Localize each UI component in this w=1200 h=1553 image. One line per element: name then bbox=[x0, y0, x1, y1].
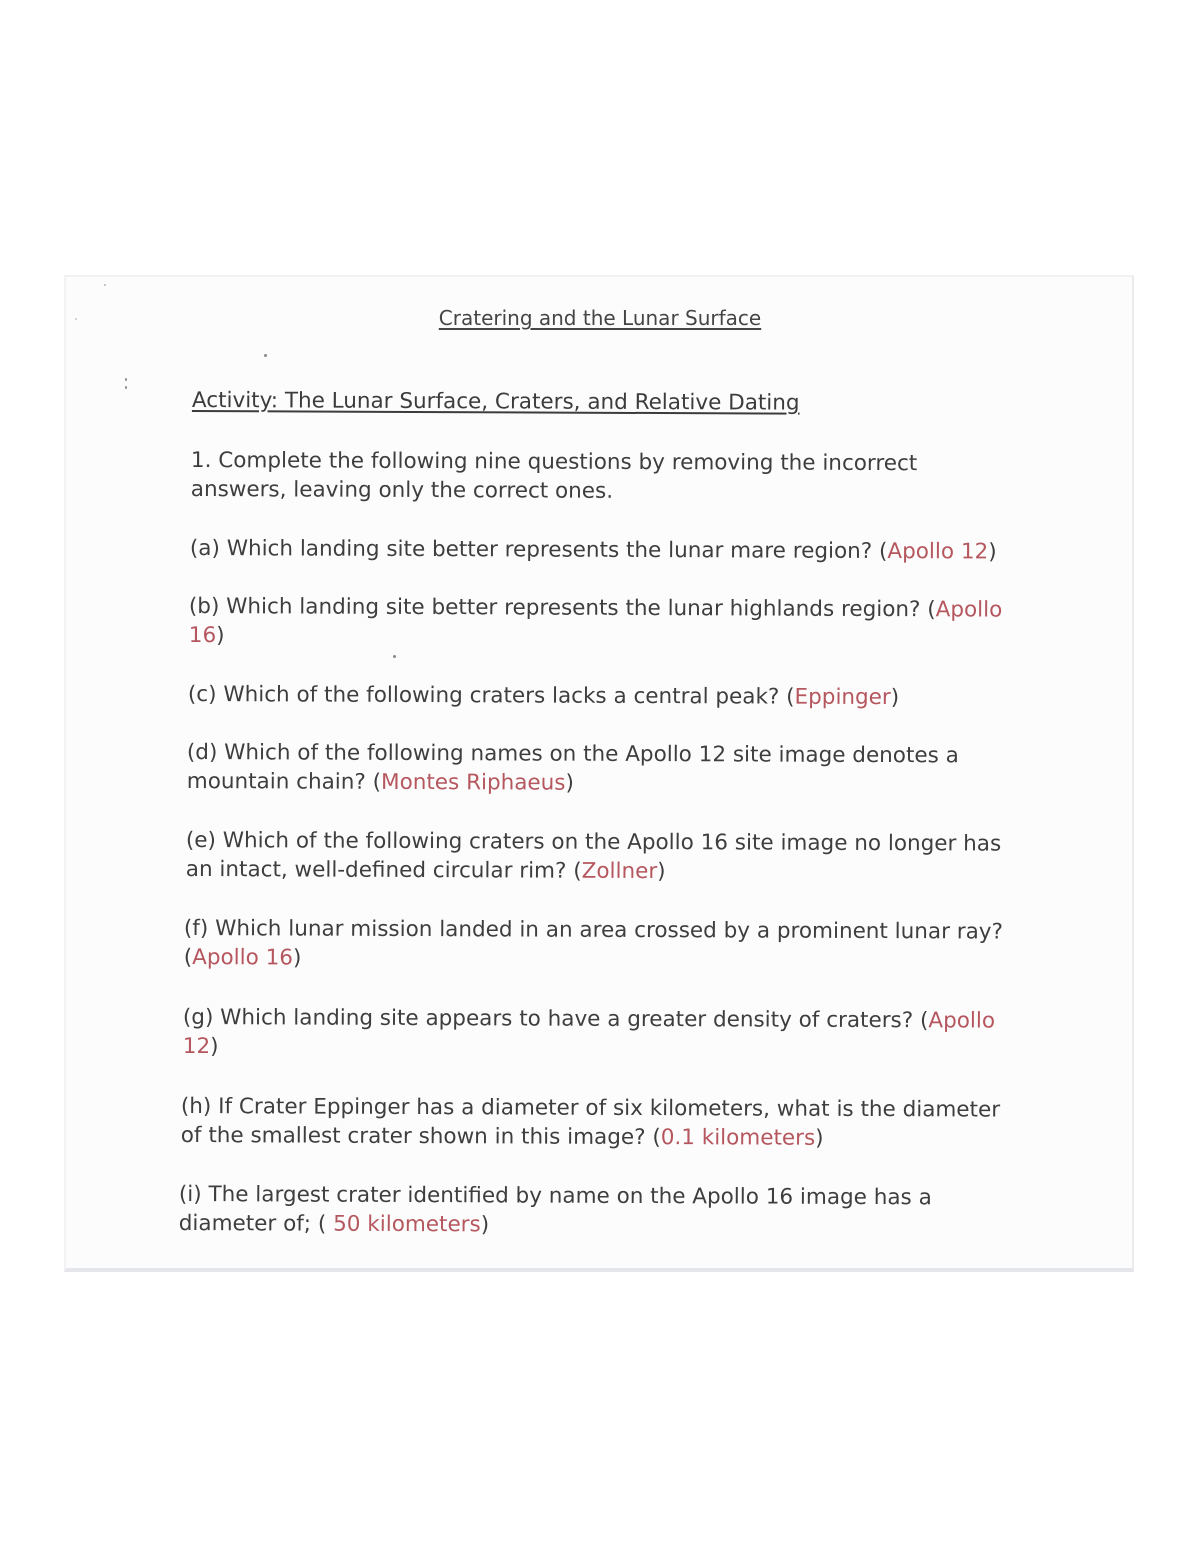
answer-text: Apollo 16 bbox=[192, 945, 294, 971]
scan-speck bbox=[125, 378, 127, 381]
question-g: (g) Which landing site appears to have a greater density of craters? (Apollo 12) bbox=[182, 1005, 996, 1060]
scan-speck bbox=[393, 655, 396, 658]
page-title: Cratering and the Lunar Surface bbox=[438, 306, 762, 330]
answer-text: Apollo 12 bbox=[887, 539, 989, 565]
answer-text: 50 kilometers bbox=[326, 1211, 481, 1238]
question-b: (b) Which landing site better represents the lunar highlands region? (Apollo 16) bbox=[188, 594, 1003, 649]
question-text: (h) If Crater Eppinger has a diameter of six kilometers, what is the diameter of the smallest crater shown in this image? bbox=[180, 1094, 1001, 1151]
question-c: (c) Which of the following craters lacks a central peak? (Eppinger) bbox=[187, 682, 900, 711]
question-text: (b) Which landing site better represents the lunar highlands region? bbox=[188, 594, 921, 623]
question-e: (e) Which of the following craters on the Apollo 16 site image no longer has an intact, well-defined circular rim? (Zollner) bbox=[185, 828, 1002, 885]
answer-text: Apollo 16 bbox=[188, 597, 1003, 649]
answer-text: Eppinger bbox=[794, 684, 891, 711]
question-a: (a) Which landing site better represents the lunar mare region? (Apollo 12) bbox=[189, 536, 997, 565]
scan-speck bbox=[104, 284, 106, 286]
question-text: (d) Which of the following names on the Apollo 12 site image denotes a mountain chain? bbox=[186, 740, 959, 795]
question-text: (g) Which landing site appears to have a greater density of craters? bbox=[182, 1005, 914, 1034]
scan-speck bbox=[125, 386, 127, 389]
activity-heading: Activity: The Lunar Surface, Craters, and Relative Dating bbox=[191, 388, 800, 416]
question-h: (h) If Crater Eppinger has a diameter of six kilometers, what is the diameter of the smallest crater shown in this image? (0.1 kilometers) bbox=[180, 1094, 1001, 1151]
answer-text: Zollner bbox=[581, 858, 658, 885]
answer-text: 0.1 kilometers bbox=[660, 1125, 816, 1151]
question-text: (e) Which of the following craters on the Apollo 16 site image no longer has an intact, well-defined circular rim? bbox=[185, 828, 1002, 884]
question-text: (a) Which landing site better represents the lunar mare region? bbox=[189, 536, 873, 564]
scan-speck bbox=[75, 318, 77, 320]
question-text: (f) Which lunar mission landed in an area crossed by a prominent lunar ray? bbox=[183, 916, 1003, 945]
answer-text: Montes Riphaeus bbox=[381, 769, 566, 796]
question-i: (i) The largest crater identified by name on the Apollo 16 image has a diameter of; ( 50 kilometers) bbox=[178, 1182, 932, 1238]
instructions-text: 1. Complete the following nine questions by removing the incorrect answers, leaving only the correct ones. bbox=[190, 447, 918, 504]
scan-speck bbox=[264, 354, 267, 357]
answer-text: Apollo 12 bbox=[182, 1008, 996, 1060]
question-text: (c) Which of the following craters lacks a central peak? bbox=[187, 682, 780, 710]
question-f: (f) Which lunar mission landed in an area crossed by a prominent lunar ray? (Apollo 16) bbox=[183, 916, 1003, 971]
question-text: (i) The largest crater identified by name on the Apollo 16 image has a diameter of; bbox=[178, 1182, 932, 1237]
question-d: (d) Which of the following names on the Apollo 12 site image denotes a mountain chain? (Montes Riphaeus) bbox=[186, 740, 959, 796]
